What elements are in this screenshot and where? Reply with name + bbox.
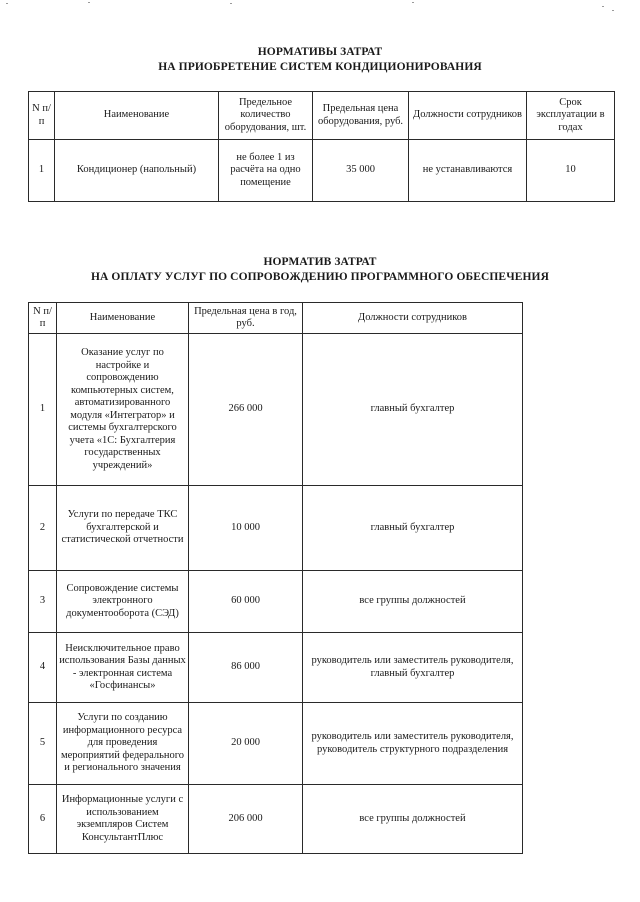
software-support-costs-table — [28, 302, 523, 854]
row-number: 1 — [29, 140, 55, 202]
positions: главный бухгалтер — [303, 486, 523, 571]
table-header-row — [29, 92, 615, 140]
price-limit: 10 000 — [189, 486, 303, 571]
column-header: Наименование — [55, 92, 219, 140]
section2-title — [0, 255, 640, 285]
section2-title-line1: НОРМАТИВ ЗАТРАТ — [263, 256, 377, 268]
positions: руководитель или заместитель руководителя, главный бухгалтер — [303, 633, 523, 703]
column-header: Предельная цена оборудования, руб. — [313, 92, 409, 140]
row-number: 3 — [29, 571, 57, 633]
price-limit: 86 000 — [189, 633, 303, 703]
price-limit: 266 000 — [189, 334, 303, 486]
service-name: Услуги по созданию информационного ресурса для проведения мероприятий федерального и регионального значения — [57, 703, 189, 785]
positions: руководитель или заместитель руководителя, руководитель структурного подразделения — [303, 703, 523, 785]
table-row — [29, 785, 523, 854]
table-row — [29, 571, 523, 633]
row-number: 2 — [29, 486, 57, 571]
positions: не устанавливаются — [409, 140, 527, 202]
table-row — [29, 334, 523, 486]
column-header: Срок эксплуатации в годах — [527, 92, 615, 140]
positions: главный бухгалтер — [303, 334, 523, 486]
positions: все группы должностей — [303, 785, 523, 854]
table-row — [29, 140, 615, 202]
service-life: 10 — [527, 140, 615, 202]
item-name: Кондиционер (напольный) — [55, 140, 219, 202]
quantity-limit: не более 1 из расчёта на одно помещение — [219, 140, 313, 202]
table-row — [29, 703, 523, 785]
row-number: 1 — [29, 334, 57, 486]
scan-speck — [412, 2, 414, 3]
scan-speck — [6, 3, 8, 4]
scan-speck — [88, 2, 90, 3]
price-limit: 35 000 — [313, 140, 409, 202]
section2-title-line2: НА ОПЛАТУ УСЛУГ ПО СОПРОВОЖДЕНИЮ ПРОГРАММНОГО ОБЕСПЕЧЕНИЯ — [91, 271, 549, 283]
service-name: Неисключительное право использования Базы данных - электронная система «Госфинансы» — [57, 633, 189, 703]
section1-title-line2: НА ПРИОБРЕТЕНИЕ СИСТЕМ КОНДИЦИОНИРОВАНИЯ — [158, 61, 482, 73]
section1-title — [0, 45, 640, 75]
column-header: Предельное количество оборудования, шт. — [219, 92, 313, 140]
column-header: Наименование — [57, 303, 189, 334]
row-number: 5 — [29, 703, 57, 785]
scan-speck — [602, 6, 604, 7]
column-header: Предельная цена в год, руб. — [189, 303, 303, 334]
scan-speck — [230, 3, 232, 4]
scan-speck — [612, 10, 614, 11]
column-header: Должности сотрудников — [409, 92, 527, 140]
row-number: 6 — [29, 785, 57, 854]
price-limit: 206 000 — [189, 785, 303, 854]
row-number: 4 — [29, 633, 57, 703]
table-row — [29, 486, 523, 571]
positions: все группы должностей — [303, 571, 523, 633]
table-row — [29, 633, 523, 703]
column-header: N п/п — [29, 303, 57, 334]
table-header-row — [29, 303, 523, 334]
service-name: Сопровождение системы электронного документооборота (СЭД) — [57, 571, 189, 633]
air-conditioning-costs-table — [28, 91, 615, 202]
price-limit: 60 000 — [189, 571, 303, 633]
service-name: Информационные услуги с использованием экземпляров Систем КонсультантПлюс — [57, 785, 189, 854]
column-header: Должности сотрудников — [303, 303, 523, 334]
service-name: Услуги по передаче ТКС бухгалтерской и статистической отчетности — [57, 486, 189, 571]
service-name: Оказание услуг по настройке и сопровождению компьютерных систем, автоматизированного модуля «Интегратор» и системы бухгалтерского учета «1С: Бухгалтерия государственных учреждений» — [57, 334, 189, 486]
price-limit: 20 000 — [189, 703, 303, 785]
section1-title-line1: НОРМАТИВЫ ЗАТРАТ — [257, 46, 383, 58]
column-header: N п/п — [29, 92, 55, 140]
